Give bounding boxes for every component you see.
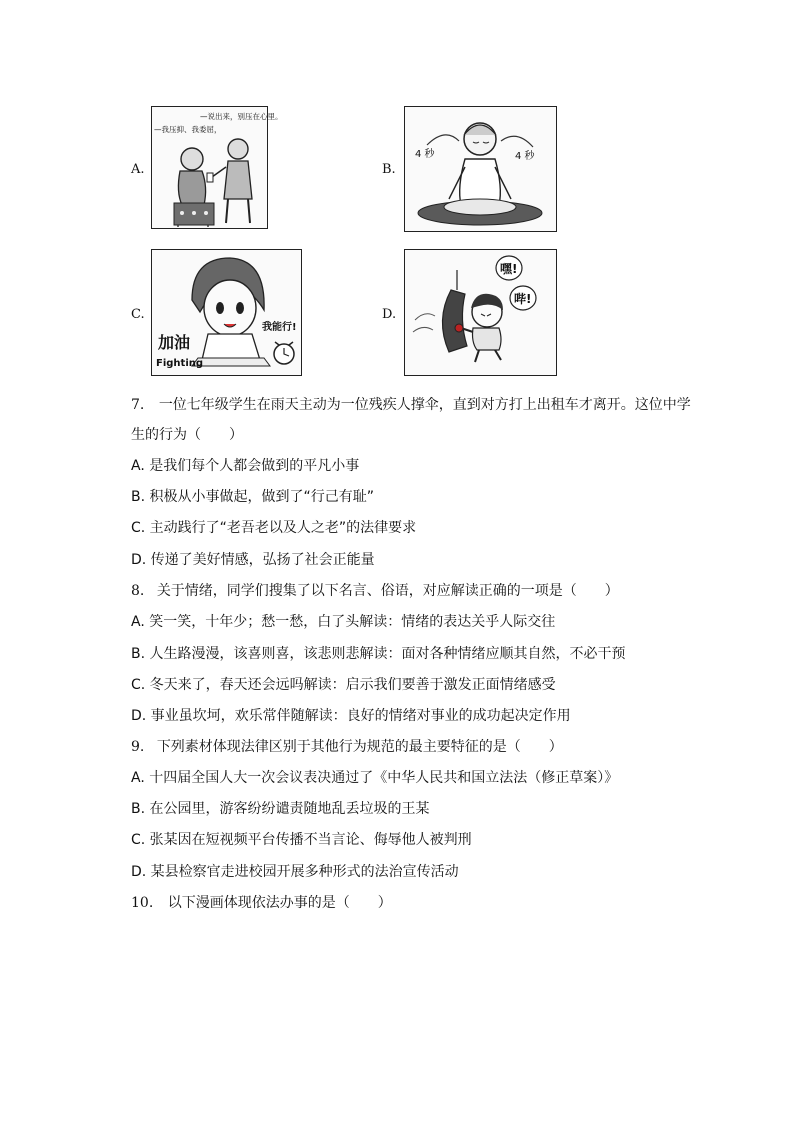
cartoon-b-drawing <box>405 107 556 231</box>
option-letter-d: D. <box>382 307 397 322</box>
question-7-number: 7. <box>131 397 145 413</box>
question-7-option-a[interactable]: A. 是我们每个人都会做到的平凡小事 <box>131 458 360 474</box>
question-8-option-c[interactable]: C. 冬天来了，春天还会远吗解读：启示我们要善于激发正面情绪感受 <box>131 677 556 693</box>
question-7-option-b[interactable]: B. 积极从小事做起，做到了“行己有耻” <box>131 489 375 505</box>
question-9-option-d[interactable]: D. 某县检察官走进校园开展多种形式的法治宣传活动 <box>131 864 459 880</box>
question-10-number: 10. <box>131 895 154 911</box>
cartoon-d-shout-2: 哔! <box>514 292 532 306</box>
option-letter-c: C. <box>131 307 145 322</box>
question-9-stem <box>131 738 563 756</box>
option-letter-a: A. <box>131 162 145 177</box>
question-10-stem <box>131 894 392 912</box>
question-7-option-c[interactable]: C. 主动践行了“老吾老以及人之老”的法律要求 <box>131 520 417 536</box>
cartoon-c-cheer: 加油 <box>158 333 191 352</box>
cartoon-image-d[interactable] <box>404 249 557 376</box>
question-7-stem-text: 一位七年级学生在雨天主动为一位残疾人撑伞，直到对方打上出租车才离开。这位中学 <box>158 397 691 413</box>
cartoon-d-shout-1: 嘿! <box>500 262 518 276</box>
option-letter-b: B. <box>382 162 396 177</box>
question-8-option-b[interactable]: B. 人生路漫漫，该喜则喜，该悲则悲解读：面对各种情绪应顺其自然，不必干预 <box>131 646 626 662</box>
question-7-stem-line1 <box>131 396 691 414</box>
question-9-option-c[interactable]: C. 张某因在短视频平台传播不当言论、侮辱他人被判刑 <box>131 832 472 848</box>
cartoon-c-self-talk: 我能行! <box>262 322 297 333</box>
cartoon-image-c[interactable] <box>151 249 302 376</box>
cartoon-d-drawing <box>405 250 556 375</box>
question-9-stem-text: 下列素材体现法律区别于其他行为规范的最主要特征的是（ ） <box>156 739 563 755</box>
question-8-number: 8. <box>131 583 145 599</box>
question-9-number: 9. <box>131 739 145 755</box>
question-10-stem-text: 以下漫画体现依法办事的是（ ） <box>167 895 392 911</box>
question-8-option-d[interactable]: D. 事业虽坎坷，欢乐常伴随解读：良好的情绪对事业的成功起决定作用 <box>131 708 571 724</box>
question-9-option-a[interactable]: A. 十四届全国人大一次会议表决通过了《中华人民共和国立法法（修正草案）》 <box>131 770 619 786</box>
cartoon-c-drawing <box>152 250 301 375</box>
cartoon-a-speech-left: —我压抑、我委屈， <box>154 125 222 134</box>
cartoon-b-label-right: 4 秒 <box>515 151 535 162</box>
cartoon-a-speech-top: —说出来，别压在心里。 <box>200 112 283 121</box>
cartoon-c-cheer-en: Fighting <box>156 358 204 369</box>
question-8-stem <box>131 582 619 600</box>
question-7-option-d[interactable]: D. 传递了美好情感，弘扬了社会正能量 <box>131 552 375 568</box>
question-8-option-a[interactable]: A. 笑一笑，十年少；愁一愁，白了头解读：情绪的表达关乎人际交往 <box>131 614 556 630</box>
question-7-stem-line2: 生的行为（ ） <box>131 427 243 443</box>
cartoon-image-a[interactable] <box>151 106 283 229</box>
cartoon-image-b[interactable] <box>404 106 557 232</box>
cartoon-a-drawing <box>152 107 283 228</box>
question-8-stem-text: 关于情绪，同学们搜集了以下名言、俗语，对应解读正确的一项是（ ） <box>156 583 619 599</box>
cartoon-b-label-left: 4 秒 <box>415 149 435 160</box>
question-9-option-b[interactable]: B. 在公园里，游客纷纷谴责随地乱丢垃圾的王某 <box>131 801 430 817</box>
